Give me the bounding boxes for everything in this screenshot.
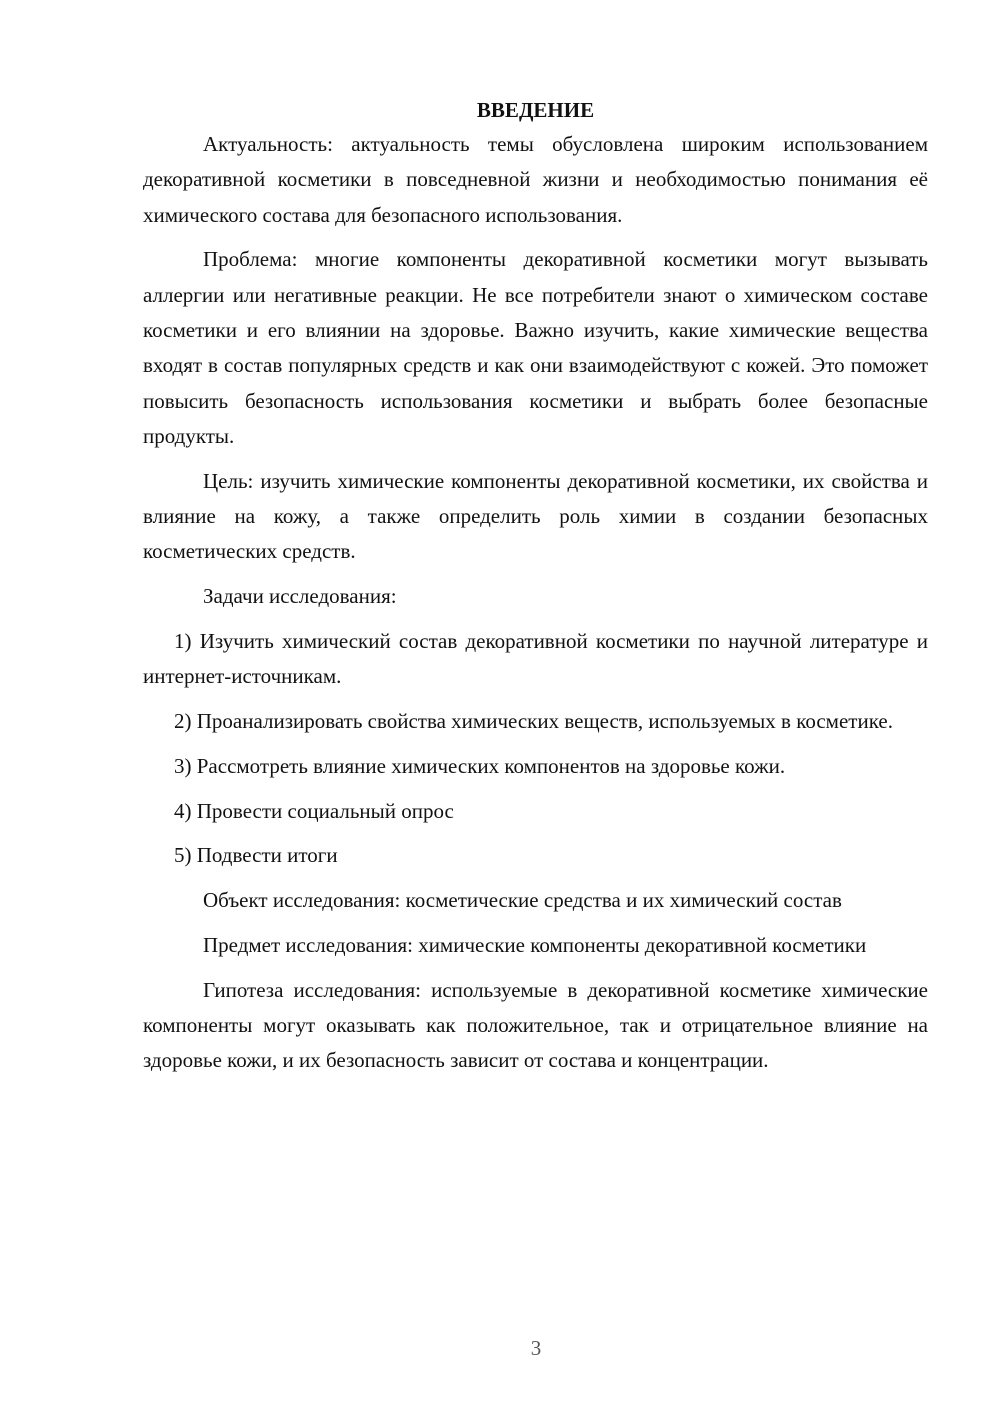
page-number: 3: [530, 1336, 542, 1360]
subject-paragraph: Предмет исследования: химические компоненты декоративной косметики: [203, 932, 867, 957]
tasks-heading: Задачи исследования:: [203, 584, 397, 609]
object-paragraph: Объект исследования: косметические средства и их химический состав: [203, 888, 842, 913]
task-item: 2) Проанализировать свойства химических веществ, используемых в косметике.: [174, 708, 893, 733]
document-page: [143, 95, 928, 1088]
goal-paragraph: Цель: изучить химические компоненты декоративной косметики, их свойства и влияние на кожу, а также определить роль химии в создании безопасных косметических средств.: [143, 468, 928, 564]
task-item: 4) Провести социальный опрос: [174, 798, 454, 823]
problem-paragraph: Проблема: многие компоненты декоративной косметики могут вызывать аллергии или негативные реакции. Не все потребители знают о химическом составе косметики и его влиянии на здоровье. Важно изучить, какие химические вещества входят в состав популярных средств и как они взаимодействуют с кожей. Это поможет повысить безопасность использования косметики и выбрать более безопасные продукты.: [143, 247, 928, 448]
task-item: 1) Изучить химический состав декоративной косметики по научной литературе и интернет-источникам.: [143, 628, 928, 689]
task-item: 3) Рассмотреть влияние химических компонентов на здоровье кожи.: [174, 753, 786, 778]
task-item: 5) Подвести итоги: [174, 843, 338, 868]
section-title: ВВЕДЕНИЕ: [476, 98, 595, 122]
relevance-paragraph: Актуальность: актуальность темы обусловлена широким использованием декоративной косметики в повседневной жизни и необходимостью понимания её химического состава для безопасного использования.: [143, 132, 928, 227]
hypothesis-paragraph: Гипотеза исследования: используемые в декоративной косметике химические компоненты могут оказывать как положительное, так и отрицательное влияние на здоровье кожи, и их безопасность зависит от состава и концентрации.: [143, 977, 928, 1073]
